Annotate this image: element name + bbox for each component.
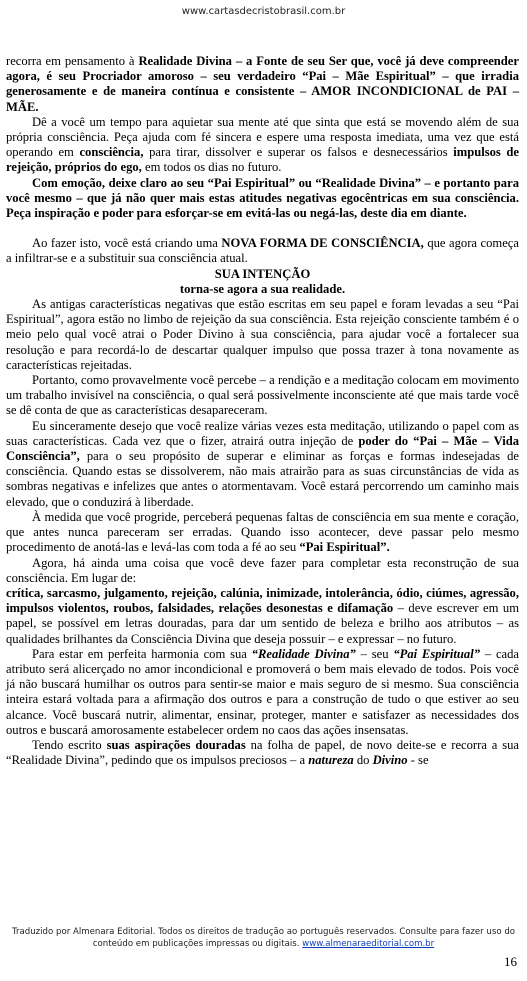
document-body	[6, 54, 519, 768]
publisher-link[interactable]: www.almenaraeditorial.com.br	[302, 939, 435, 949]
page-number: 16	[504, 954, 517, 969]
copyright-footer	[10, 926, 517, 950]
paragraph-7: Eu sinceramente desejo que você realize várias vezes esta meditação, utilizando o papel com as suas características. Cada vez que o fizer, atrairá outra injeção de poder do “Pai – Mãe – Vida Consciência”, para o seu propósito de superar e eliminar as forças e formas indesejadas de consciência. Quando estas se dissolverem, não mais atrairão para as suas circunstâncias de vida as sombras negativas e infelizes que antes o atormentavam. Você estará percorrendo um caminho mais elevado, que o conduzirá à liberdade.	[6, 418, 519, 509]
paragraph-6: Portanto, como provavelmente você percebe – a rendição e a meditação colocam em movimento um trabalho invisível na consciência, o qual será possivelmente inconsciente até que mais tarde você se dê conta de que as características desapareceram.	[6, 373, 519, 418]
section-heading: SUA INTENÇÃO	[214, 266, 311, 281]
paragraph-8: À medida que você progride, perceberá pequenas faltas de consciência em sua mente e coração, que antes nunca pareceram ser erradas. Quando isso acontecer, deve passar pelo mesmo procedimento de anotá-las e levá-las com toda a fé ao seu “Pai Espiritual”.	[6, 509, 519, 555]
section-subheading: torna-se agora a sua realidade.	[179, 281, 346, 296]
paragraph-3: Com emoção, deixe claro ao seu “Pai Espiritual” ou “Realidade Divina” – e portanto para você mesmo – que já não quer mais estas atitudes negativas egocêntricas em sua consciência. Peça inspiração e poder para esforçar-se em evitá-las ou negá-las, deste dia em diante.	[6, 175, 519, 221]
paragraph-4: Ao fazer isto, você está criando uma NOVA FORMA DE CONSCIÊNCIA, que agora começa a infiltrar-se e a substituir sua consciência atual.	[6, 236, 519, 266]
paragraph-11: Para estar em perfeita harmonia com sua “Realidade Divina” – seu “Pai Espiritual” – cada atributo será alicerçado no amor incondicional e promoverá o bem mais elevado de todos. Pois você já não buscará humilhar os outros para sentir-se maior e mais seguro de si mesmo. Sua consciência inteira estará voltada para a afirmação dos outros e para a construção de tudo o que estiver ao seu alcance. Você buscará nutrir, alimentar, ensinar, proteger, manter e satisfazer as necessidades dos outros e buscará amorosamente estabelecer ordem no caos das ações insensatas.	[6, 646, 520, 737]
paragraph-12: Tendo escrito suas aspirações douradas na folha de papel, de novo deite-se e recorra a sua “Realidade Divina”, pedindo que os impulsos preciosos – a natureza do Divino - se	[6, 737, 519, 768]
footer-text: Traduzido por Almenara Editorial. Todos os direitos de tradução ao português reservados. Consulte para fazer uso do conteúdo em publicações impressas ou digitais.	[11, 927, 516, 949]
paragraph-5: As antigas características negativas que estão escritas em seu papel e foram levadas a seu “Pai Espiritual”, agora estão no limbo de rejeição da sua consciência. Esta rejeição consciente também é o meio pelo qual você atrai o Poder Divino à sua consciência, para ajudar você a fortalecer sua resolução e para recordá-lo de descartar qualquer impulso que possa trazer à tona novamente as características rejeitadas.	[6, 297, 519, 372]
paragraph-10: crítica, sarcasmo, julgamento, rejeição, calúnia, inimizade, intolerância, ódio, ciúmes, agressão, impulsos violentos, roubos, falsidades, relações desonestas e difamação – deve escrever em um papel, se possível em letras douradas, para dar um sentido de beleza e brilho aos atributos – as qualidades brilhantes da Consciência Divina que deseja possuir – e expressar – no futuro.	[6, 585, 519, 646]
paragraph-9: Agora, há ainda uma coisa que você deve fazer para completar esta reconstrução de sua consciência. Em lugar de:	[6, 555, 519, 585]
site-url-header: www.cartasdecristobrasil.com.br	[181, 6, 346, 17]
paragraph-2: Dê a você um tempo para aquietar sua mente até que sinta que está se movendo além de sua própria consciência. Peça ajuda com fé sincera e espere uma resposta imediata, uma vez que está operando em consciência, para tirar, dissolver e superar os falsos e desnecessários impulsos de rejeição, próprios do ego, em todos os dias no futuro.	[6, 114, 519, 175]
paragraph-1: recorra em pensamento à Realidade Divina – a Fonte de seu Ser que, você já deve compreender agora, é seu Procriador amoroso – seu verdadeiro “Pai – Mãe Espiritual” – que irradia generosamente e de maneira contínua e consistente – AMOR INCONDICIONAL de PAI – MÃE.	[6, 54, 519, 114]
